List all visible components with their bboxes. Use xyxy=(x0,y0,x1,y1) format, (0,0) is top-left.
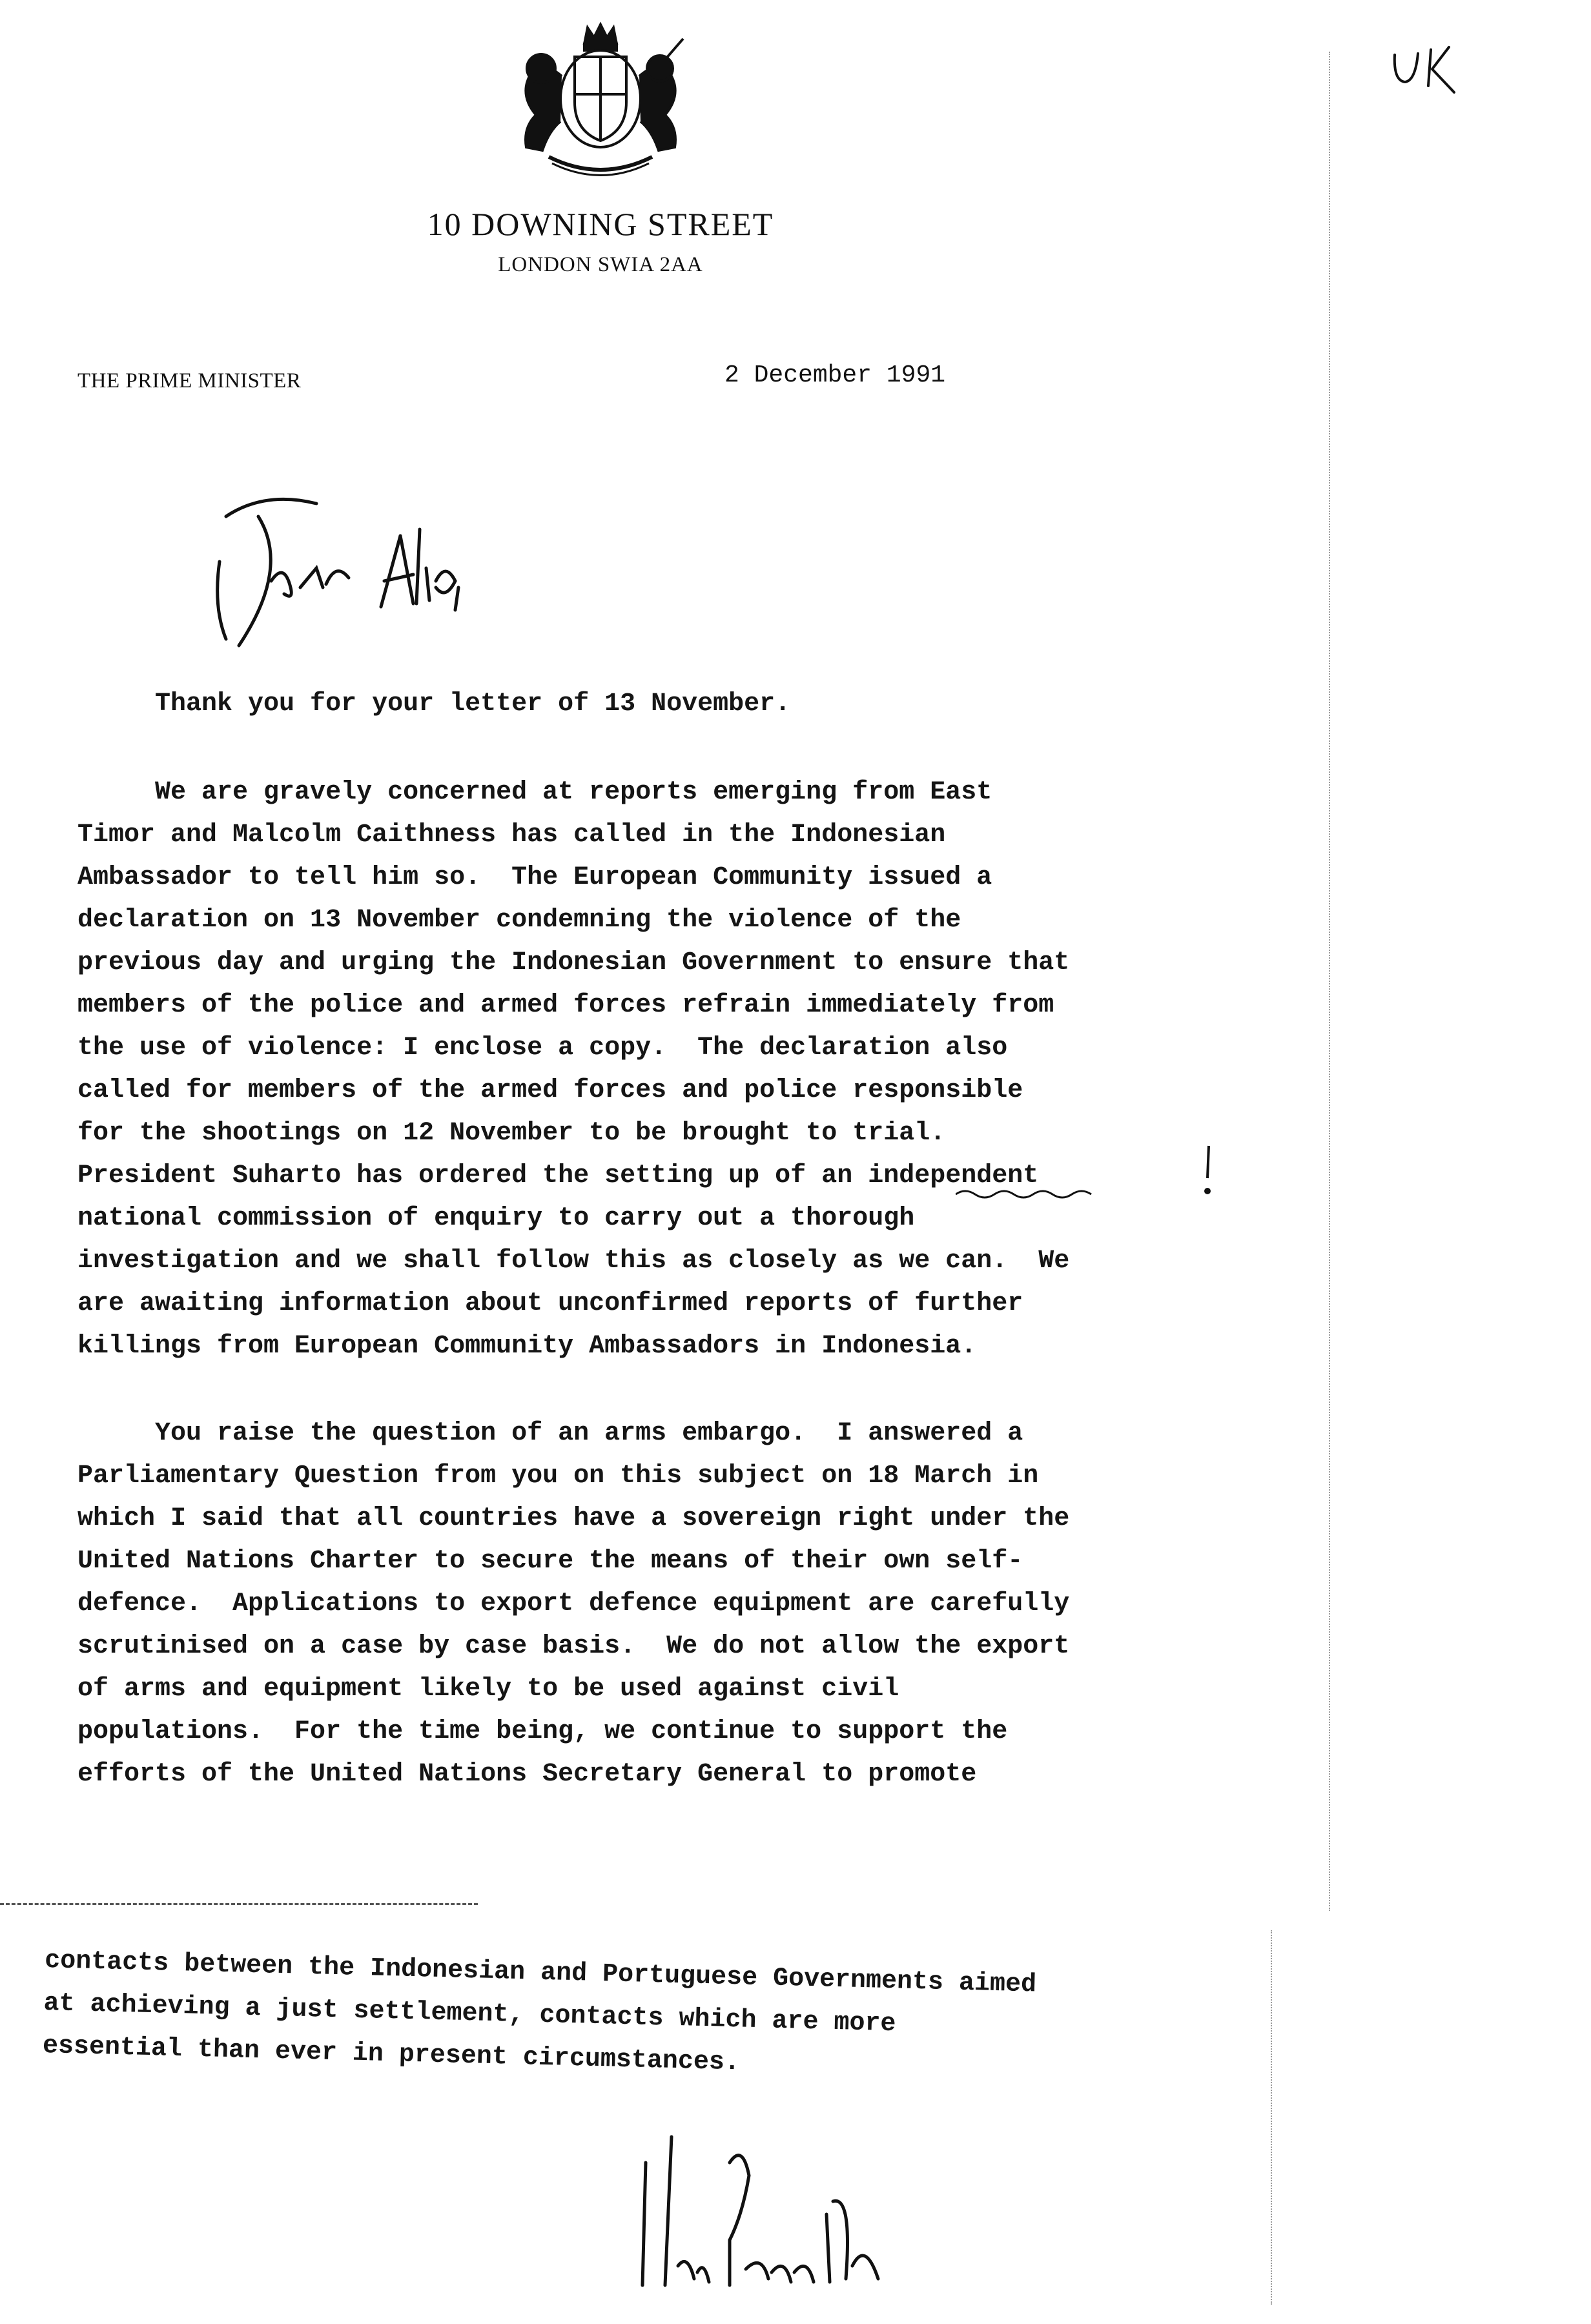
wavy-underline-icon xyxy=(956,1188,1104,1201)
address-line-2: LONDON SWIA 2AA xyxy=(498,253,703,276)
handwritten-greeting xyxy=(187,491,497,665)
paragraph-4: contacts between the Indonesian and Portuguese Governments aimed at achieving a just settlement, contacts which are more essential than ever in present circumstances. xyxy=(42,1946,1037,2078)
handwritten-signature xyxy=(633,2124,943,2318)
paragraph-2: We are gravely concerned at reports emerging from East Timor and Malcolm Caithness has called in the Indonesian Ambassador to tell him so. The European Community issued a declaration on 13 November condemning the violence of the previous day and urging the Indonesian Government to ensure that members of the police and armed forces refrain immediately from the use of violence: I enclose a copy. The declaration also called for members of the armed forces and police responsible for the shootings on 12 November to be brought to trial. President Suharto has ordered the setting up of an independent national commission of enquiry to carry out a thorough investigation and we shall follow this as closely as we can. We are awaiting information about unconfirmed reports of further killings from European Community Ambassadors in Indonesia. xyxy=(77,778,1070,1361)
fold-line xyxy=(1329,52,1330,1911)
handwritten-uk-note xyxy=(1387,36,1464,107)
royal-coat-of-arms-icon xyxy=(504,18,697,186)
exclamation-mark-icon xyxy=(1198,1143,1218,1201)
paragraph-1: Thank you for your letter of 13 November. xyxy=(77,689,791,719)
address-line-1: 10 DOWNING STREET xyxy=(427,206,774,242)
paragraph-3: You raise the question of an arms embargo. I answered a Parliamentary Question from you on this subject on 18 March in which I said that all countries have a sovereign right under the United Nations Charter to secure the means of their own self- defence. Applications to export defence equipment are carefully scrutinised on a case by case basis. We do not allow the export of arms and equipment likely to be used against civil populations. For the time being, we continue to support the efforts of the United Nations Secretary General to promote xyxy=(77,1419,1070,1789)
fold-line-lower xyxy=(1271,1930,1272,2305)
sender-title: THE PRIME MINISTER xyxy=(77,369,302,392)
letter-date: 2 December 1991 xyxy=(724,362,946,389)
page-cut-line xyxy=(0,1903,478,1905)
